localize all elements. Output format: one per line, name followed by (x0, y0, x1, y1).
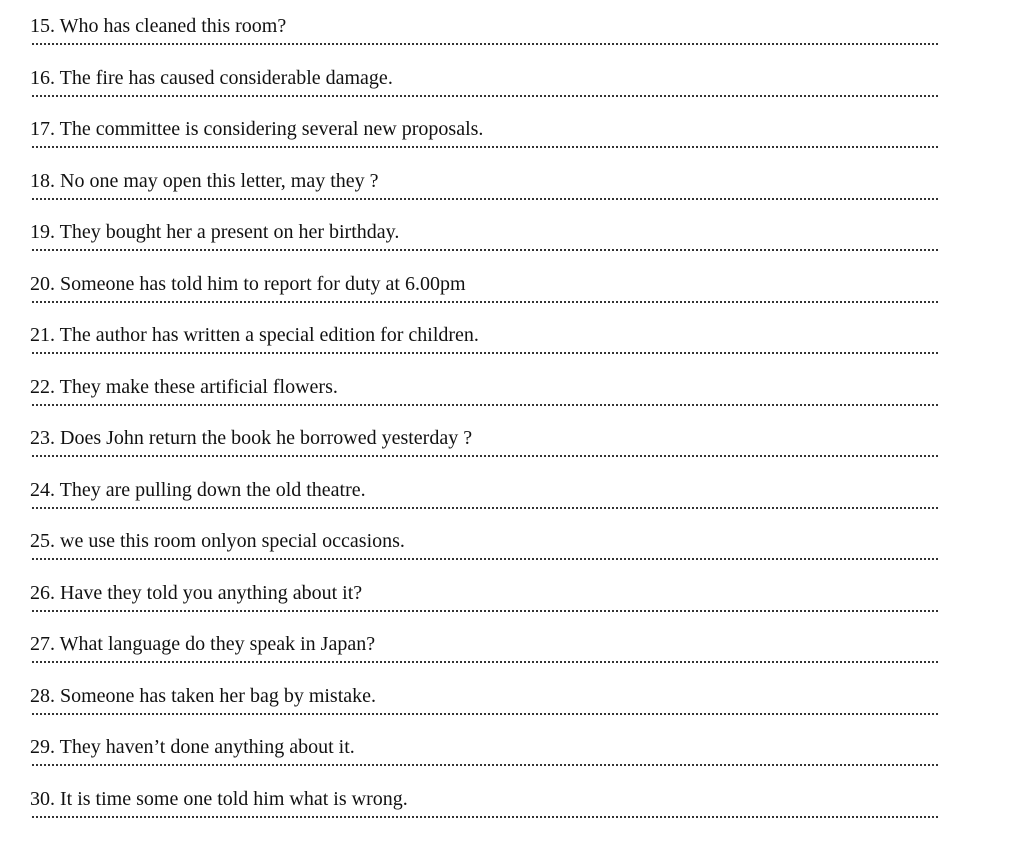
question-item (30, 425, 940, 477)
question-text: 15. Who has cleaned this room? (30, 15, 287, 37)
answer-line[interactable] (32, 352, 938, 354)
answer-line[interactable] (32, 507, 938, 509)
question-item (30, 168, 940, 220)
question-item (30, 219, 940, 271)
answer-line[interactable] (32, 558, 938, 560)
answer-line[interactable] (32, 713, 938, 715)
question-item (30, 683, 940, 735)
question-text: 24. They are pulling down the old theatre. (30, 478, 366, 501)
answer-line[interactable] (32, 610, 938, 612)
question-item (30, 374, 940, 426)
answer-line[interactable] (32, 146, 938, 148)
answer-line[interactable] (32, 455, 938, 457)
question-item (30, 580, 940, 632)
answer-line[interactable] (32, 301, 938, 303)
answer-line[interactable] (32, 661, 938, 663)
question-text: 17. The committee is considering several new proposals. (30, 118, 484, 140)
question-text: 27. What language do they speak in Japan? (30, 633, 376, 655)
answer-line[interactable] (32, 249, 938, 251)
question-item (30, 477, 940, 529)
question-text: 23. Does John return the book he borrowed yesterday ? (30, 427, 473, 449)
question-text: 21. The author has written a special edition for children. (30, 324, 479, 346)
answer-line[interactable] (32, 43, 938, 45)
question-item (30, 631, 940, 683)
question-item (30, 786, 940, 838)
question-item (30, 734, 940, 786)
question-item (30, 322, 940, 374)
question-item (30, 116, 940, 168)
question-text: 22. They make these artificial flowers. (30, 375, 338, 398)
question-text: 30. It is time some one told him what is wrong. (30, 787, 408, 810)
answer-line[interactable] (32, 816, 938, 818)
question-text: 25. we use this room onlyon special occasions. (30, 530, 405, 552)
question-item (30, 65, 940, 117)
question-item (30, 528, 940, 580)
answer-line[interactable] (32, 404, 938, 406)
question-text: 16. The fire has caused considerable damage. (30, 66, 393, 89)
question-text: 20. Someone has told him to report for duty at 6.00pm (30, 272, 466, 295)
question-text: 28. Someone has taken her bag by mistake. (30, 684, 377, 707)
answer-line[interactable] (32, 198, 938, 200)
answer-line[interactable] (32, 764, 938, 766)
answer-line[interactable] (32, 95, 938, 97)
question-text: 18. No one may open this letter, may they ? (30, 169, 379, 192)
question-text: 19. They bought her a present on her birthday. (30, 221, 400, 243)
question-item (30, 271, 940, 323)
question-text: 29. They haven’t done anything about it. (30, 736, 355, 758)
question-item (30, 13, 940, 65)
question-text: 26. Have they told you anything about it? (30, 581, 363, 604)
